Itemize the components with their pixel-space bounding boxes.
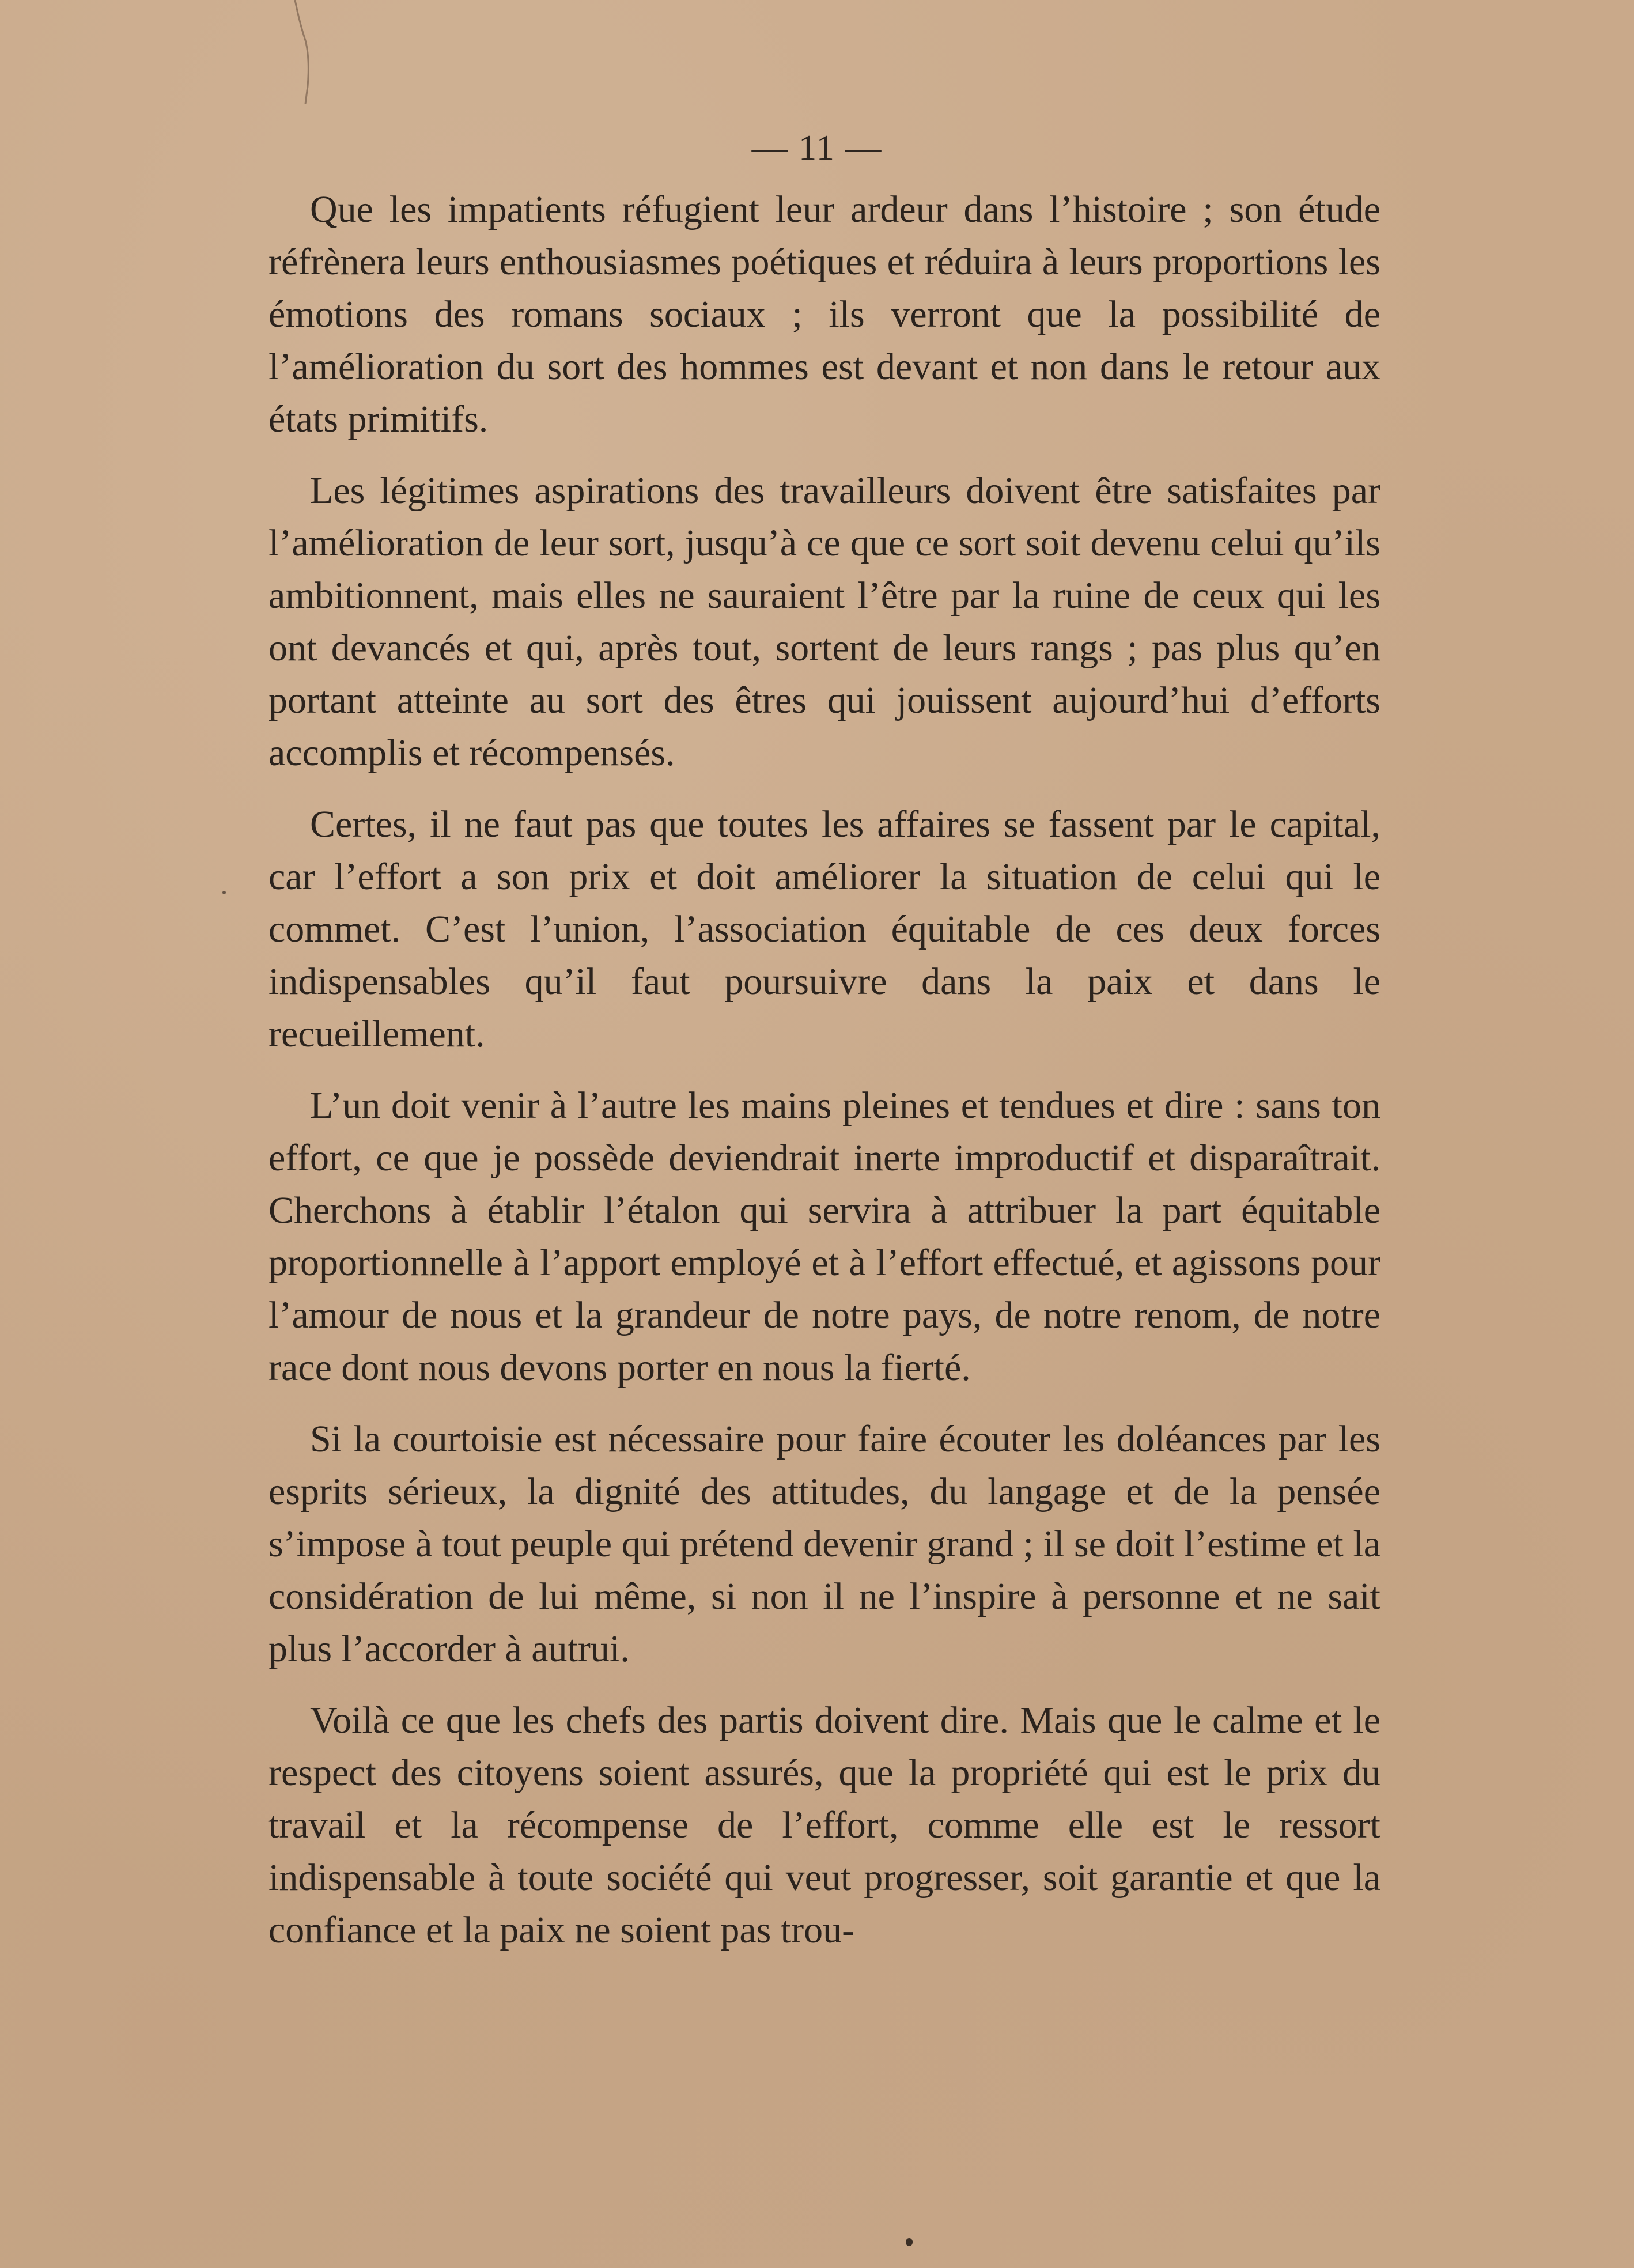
ink-speck <box>222 891 226 894</box>
paragraph-1: Que les impatients réfugient leur ardeur dans l’histoire ; son étude réfrènera leurs enthousiasmes poétiques et réduira à leurs proportions les émotions des romans sociaux ; ils verront que la possibilité de l’amélioration du sort des hommes est devant et non dans le retour aux états primitifs. <box>268 188 1380 440</box>
body-text <box>268 183 1380 1975</box>
ink-speck <box>906 2238 913 2246</box>
paragraph-5: Si la courtoisie est nécessaire pour faire écouter les doléances par les esprits sérieux, la dignité des attitudes, du langage et de la pensée s’impose à tout peuple qui prétend devenir grand ; il se doit l’estime et la considération de lui même, si non il ne l’inspire à personne et ne sait plus l’accorder à autrui. <box>268 1418 1380 1670</box>
paragraph-3: Certes, il ne faut pas que toutes les affaires se fassent par le capital, car l’effort a son prix et doit améliorer la situation de celui qui le commet. C’est l’union, l’association équitable de ces deux forces indispensables qu’il faut poursuivre dans la paix et dans le recueillement. <box>268 803 1380 1055</box>
page-number: — 11 — <box>751 128 883 168</box>
page-crease-mark <box>288 0 323 104</box>
paragraph-4: L’un doit venir à l’autre les mains pleines et tendues et dire : sans ton effort, ce que je possède deviendrait inerte improductif et disparaîtrait. Cherchons à établir l’étalon qui servira à attribuer la part équitable proportionnelle à l’apport employé et à l’effort effectué, et agissons pour l’amour de nous et la grandeur de notre pays, de notre renom, de notre race dont nous devons porter en nous la fierté. <box>268 1084 1380 1389</box>
paragraph-6: Voilà ce que les chefs des partis doivent dire. Mais que le calme et le respect des citoyens soient assurés, que la propriété qui est le prix du travail et la récompense de l’effort, comme elle est le ressort indispensable à toute société qui veut progresser, soit garantie et que la confiance et la paix ne soient pas trou- <box>268 1699 1380 1951</box>
paragraph-2: Les légitimes aspirations des travailleurs doivent être satisfaites par l’amélioration de leur sort, jusqu’à ce que ce sort soit devenu celui qu’ils ambitionnent, mais elles ne sauraient l’être par la ruine de ceux qui les ont devancés et qui, après tout, sortent de leurs rangs ; pas plus qu’en portant atteinte au sort des êtres qui jouissent aujourd’hui d’efforts accomplis et récompensés. <box>268 470 1380 774</box>
